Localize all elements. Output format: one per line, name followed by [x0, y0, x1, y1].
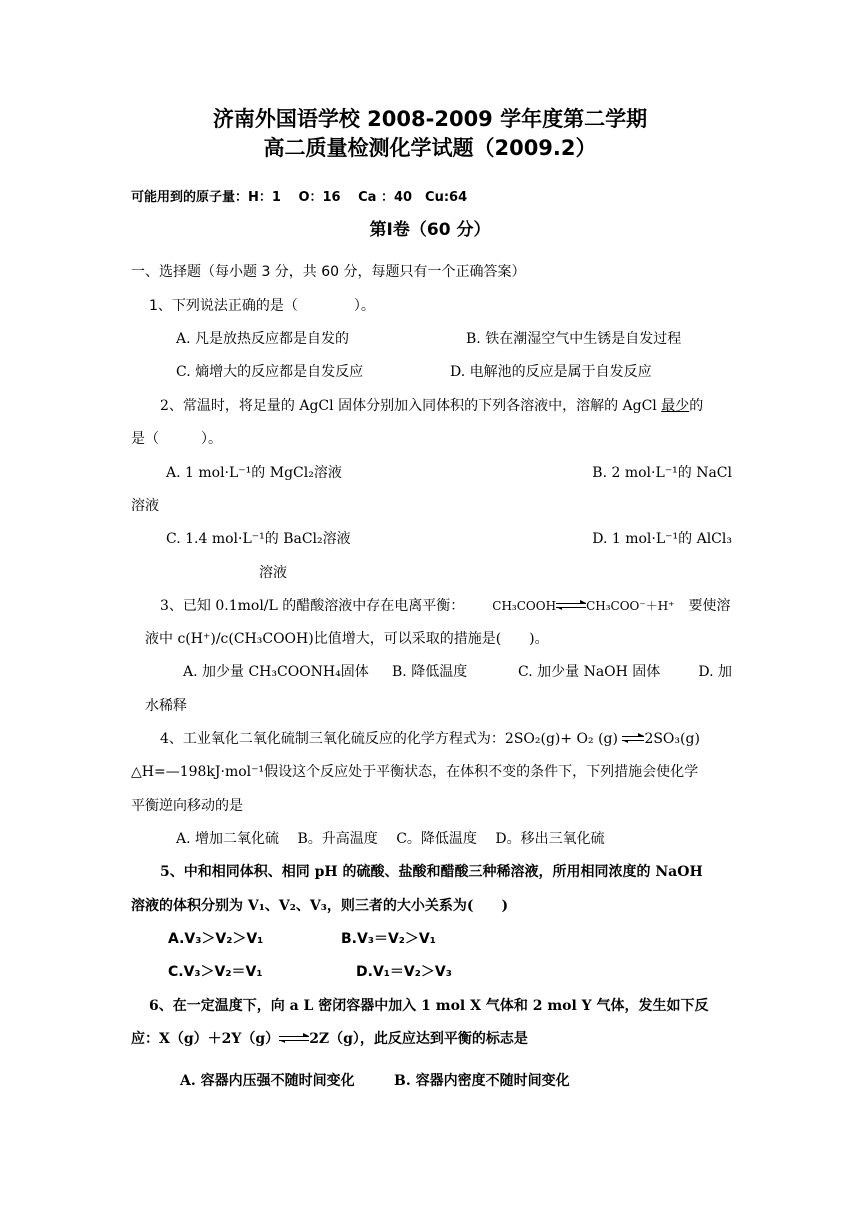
question-2-stem-end: 的: [689, 398, 704, 414]
exam-title-line2: 高二质量检测化学试题（2009.2）: [263, 136, 597, 160]
question-3-stem-line2: 液中 c(H⁺)/c(CH₃COOH)比值增大，可以采取的措施是( )。: [145, 631, 549, 647]
atomic-mass-note: 可能用到的原子量：H：1 O：16 Ca ：40 Cu:64: [131, 190, 468, 205]
question-2-option-b: B. 2 mol·L⁻¹的 NaCl: [592, 465, 732, 481]
question-4-stem-line3: 平衡逆向移动的是: [131, 798, 243, 814]
question-3-option-d-cont: 水稀释: [145, 698, 187, 714]
question-2-option-b-cont: 溶液: [131, 498, 159, 514]
question-4-options: A. 增加二氧化硫 B。升高温度 C。降低温度 D。移出三氧化硫: [176, 831, 605, 847]
equilibrium-arrow-icon: [622, 735, 644, 743]
question-3-stem-end: 要使溶: [688, 598, 731, 614]
question-2-stem-text: 2、常温时，将足量的 AgCl 固体分别加入同体积的下列各溶液中，溶解的 AgCl: [160, 398, 662, 414]
question-6-stem-end: 2Z（g），此反应达到平衡的标志是: [309, 1031, 528, 1047]
question-2-stem-line2: 是（ ）。: [131, 431, 222, 447]
question-6-stem: 6、在一定温度下，向 a L 密闭容器中加入 1 mol X 气体和 2 mol Y 气体，发生如下反: [149, 998, 709, 1014]
section-heading: 第Ⅰ卷（60 分）: [369, 220, 491, 240]
question-6-reaction: 应：X（g）＋2Y（g）: [131, 1031, 280, 1047]
question-1-option-a: A. 凡是放热反应都是自发的: [176, 331, 350, 347]
question-3-option-a: A. 加少量 CH₃COONH₄固体: [183, 664, 369, 680]
question-2-option-a: A. 1 mol·L⁻¹的 MgCl₂溶液: [166, 465, 342, 481]
question-1-option-d: D. 电解池的反应是属于自发反应: [450, 364, 652, 380]
question-3-option-b: B. 降低温度: [392, 664, 468, 680]
exam-title-line1: 济南外国语学校 2008-2009 学年度第二学期: [212, 107, 648, 131]
question-4-stem: [160, 729, 700, 749]
question-5-option-c: C.V₃＞V₂＝V₁: [168, 964, 263, 980]
question-3-stem: [160, 596, 731, 616]
question-3-option-d: D. 加: [698, 664, 732, 680]
question-5-option-d: D.V₁＝V₂＞V₃: [356, 964, 452, 980]
question-6-stem-line2: [131, 1029, 528, 1049]
question-1-option-c: C. 熵增大的反应都是自发反应: [176, 364, 364, 380]
question-2-option-c: C. 1.4 mol·L⁻¹的 BaCl₂溶液: [166, 531, 351, 547]
question-3-eq-left: CH₃COOH: [492, 599, 557, 613]
question-5-option-a: A.V₃＞V₂＞V₁: [168, 931, 264, 947]
question-6-option-a: A. 容器内压强不随时间变化: [180, 1073, 355, 1089]
question-6-option-b: B. 容器内密度不随时间变化: [394, 1073, 570, 1089]
question-5-stem: 5、中和相同体积、相同 pH 的硫酸、盐酸和醋酸三种稀溶液，所用相同浓度的 NaOH: [160, 864, 703, 880]
question-5-option-b: B.V₃＝V₂＞V₁: [341, 931, 436, 947]
question-2-stem: [160, 396, 703, 416]
equilibrium-arrow-icon: [279, 1035, 309, 1043]
question-3-option-c: C. 加少量 NaOH 固体: [518, 664, 661, 680]
question-3-stem-text: 3、已知 0.1mol/L 的醋酸溶液中存在电离平衡：: [160, 598, 465, 614]
question-4-stem-end: 2SO₃(g): [644, 731, 700, 747]
equilibrium-arrow-icon: [556, 602, 586, 610]
question-2-option-d: D. 1 mol·L⁻¹的 AlCl₃: [592, 531, 732, 547]
question-4-stem-line2: △H=—198kJ·mol⁻¹假设这个反应处于平衡状态，在体积不变的条件下，下列措施会使化学: [131, 764, 699, 780]
question-1-option-b: B. 铁在潮湿空气中生锈是自发过程: [466, 331, 682, 347]
question-5-stem-line2: 溶液的体积分别为 V₁、V₂、V₃，则三者的大小关系为( ): [131, 898, 509, 914]
question-4-stem-text: 4、工业氧化二氧化硫制三氧化硫反应的化学方程式为：2SO₂(g)+ O₂ (g): [160, 731, 623, 747]
question-1-stem: 1、下列说法正确的是（ ）。: [149, 298, 375, 314]
question-2-emphasis: 最少: [661, 398, 690, 414]
question-2-option-d-cont: 溶液: [259, 565, 287, 581]
part-heading: 一、选择题（每小题 3 分，共 60 分，每题只有一个正确答案）: [131, 264, 526, 280]
question-3-eq-right: CH₃COO⁻＋H⁺: [586, 599, 675, 613]
